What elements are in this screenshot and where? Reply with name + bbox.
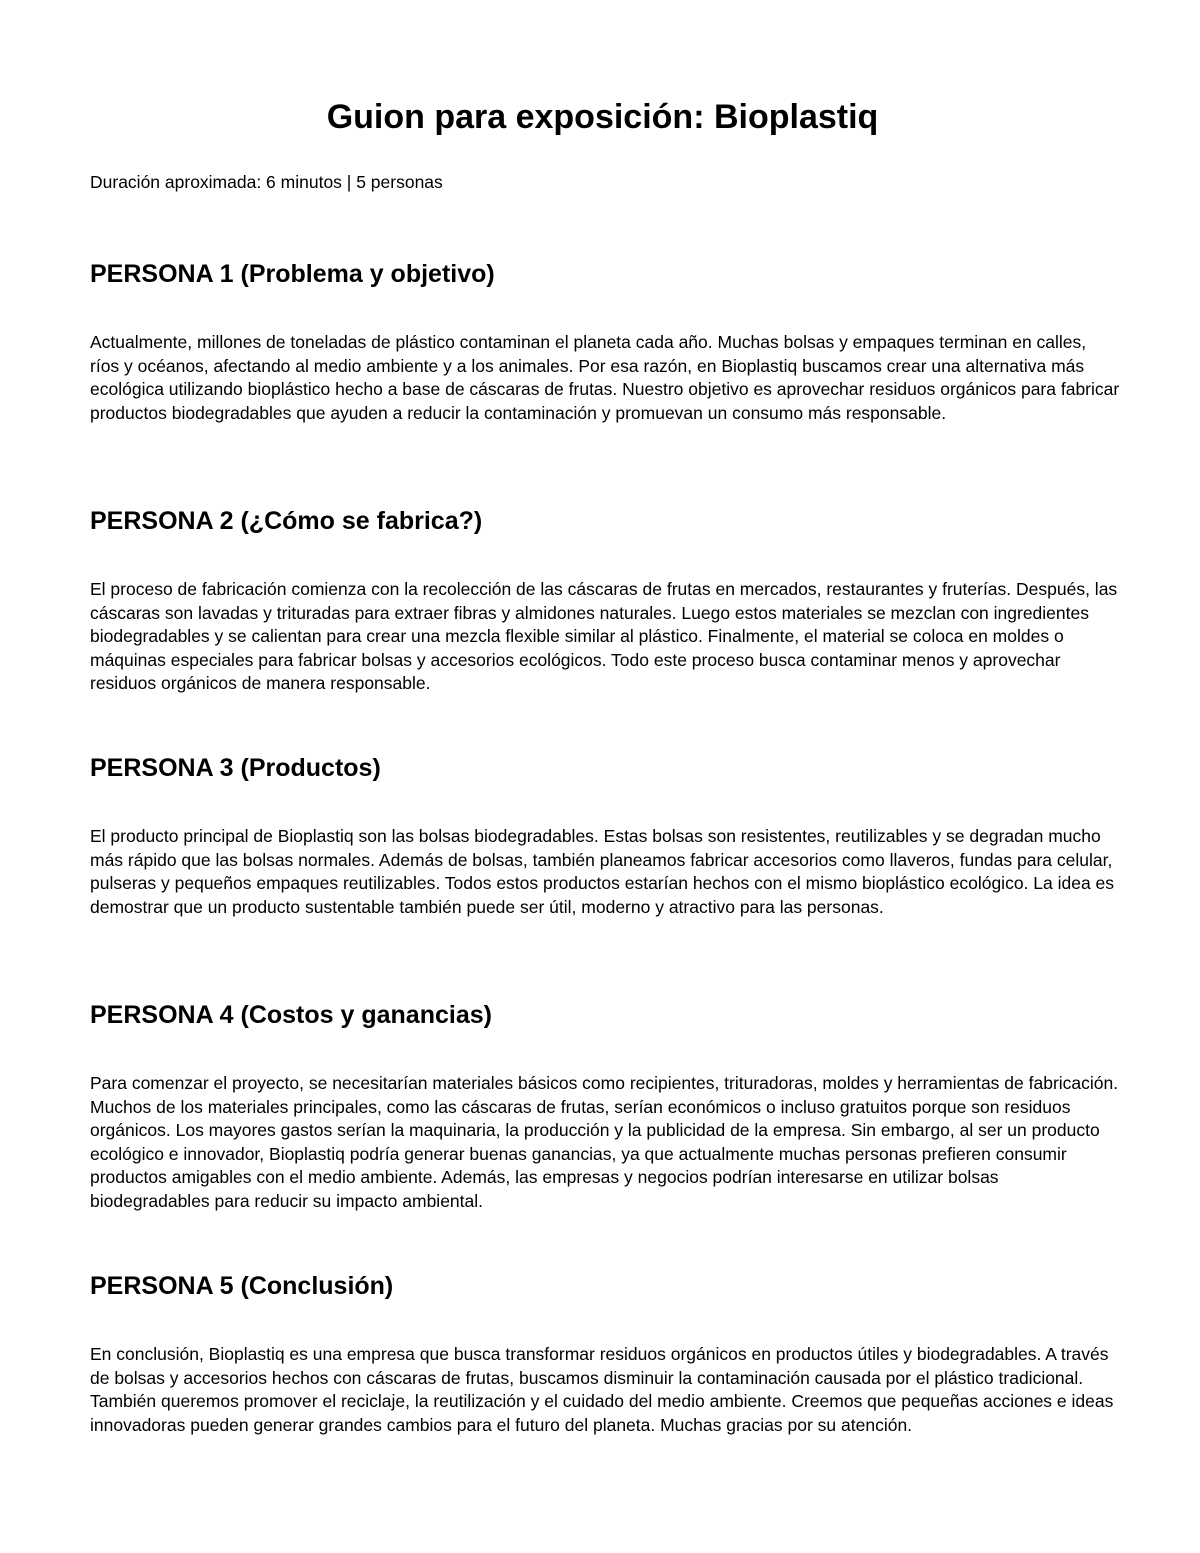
section-heading: PERSONA 4 (Costos y ganancias): [90, 1001, 492, 1029]
section-body: Para comenzar el proyecto, se necesitarían materiales básicos como recipientes, trituradoras, moldes y herramientas de fabricación. Muchos de los materiales principales, como las cáscaras de frutas, serían económicos o incluso gratuitos porque son residuos orgánicos. Los mayores gastos serían la maquinaria, la producción y la publicidad de la empresa. Sin embargo, al ser un producto ecológico e innovador, Bioplastiq podría generar buenas ganancias, ya que actualmente muchas personas prefieren consumir productos amigables con el medio ambiente. Además, las empresas y negocios podrían interesarse en utilizar bolsas biodegradables para reducir su impacto ambiental.: [90, 1073, 1119, 1211]
document-meta: Duración aproximada: 6 minutos | 5 personas: [90, 172, 443, 192]
section-heading: PERSONA 5 (Conclusión): [90, 1272, 394, 1300]
section-heading: PERSONA 1 (Problema y objetivo): [90, 260, 495, 288]
section-body: El proceso de fabricación comienza con la recolección de las cáscaras de frutas en mercados, restaurantes y fruterías. Después, las cáscaras son lavadas y trituradas para extraer fibras y almidones naturales. Luego estos materiales se mezclan con ingredientes biodegradables y se calientan para crear una mezcla flexible similar al plástico. Finalmente, el material se coloca en moldes o máquinas especiales para fabricar bolsas y accesorios ecológicos. Todo este proceso busca contaminar menos y aprovechar residuos orgánicos de manera responsable.: [90, 579, 1118, 694]
section-body: En conclusión, Bioplastiq es una empresa que busca transformar residuos orgánicos en productos útiles y biodegradables. A través de bolsas y accesorios hechos con cáscaras de frutas, buscamos disminuir la contaminación causada por el plástico tradicional. También queremos promover el reciclaje, la reutilización y el cuidado del medio ambiente. Creemos que pequeñas acciones e ideas innovadoras pueden generar grandes cambios para el futuro del planeta. Muchas gracias por su atención.: [90, 1344, 1114, 1435]
document-title: Guion para exposición: Bioplastiq: [326, 98, 879, 136]
section-heading: PERSONA 3 (Productos): [90, 754, 381, 782]
section-body: Actualmente, millones de toneladas de plástico contaminan el planeta cada año. Muchas bolsas y empaques terminan en calles, ríos y océanos, afectando al medio ambiente y a los animales. Por esa razón, en Bioplastiq buscamos crear una alternativa más ecológica utilizando bioplástico hecho a base de cáscaras de frutas. Nuestro objetivo es aprovechar residuos orgánicos para fabricar productos biodegradables que ayuden a reducir la contaminación y promuevan un consumo más responsable.: [90, 332, 1120, 423]
section-heading: PERSONA 2 (¿Cómo se fabrica?): [90, 507, 483, 535]
section-body: El producto principal de Bioplastiq son las bolsas biodegradables. Estas bolsas son resistentes, reutilizables y se degradan mucho más rápido que las bolsas normales. Además de bolsas, también planeamos fabricar accesorios como llaveros, fundas para celular, pulseras y pequeños empaques reutilizables. Todos estos productos estarían hechos con el mismo bioplástico ecológico. La idea es demostrar que un producto sustentable también puede ser útil, moderno y atractivo para las personas.: [90, 826, 1115, 917]
